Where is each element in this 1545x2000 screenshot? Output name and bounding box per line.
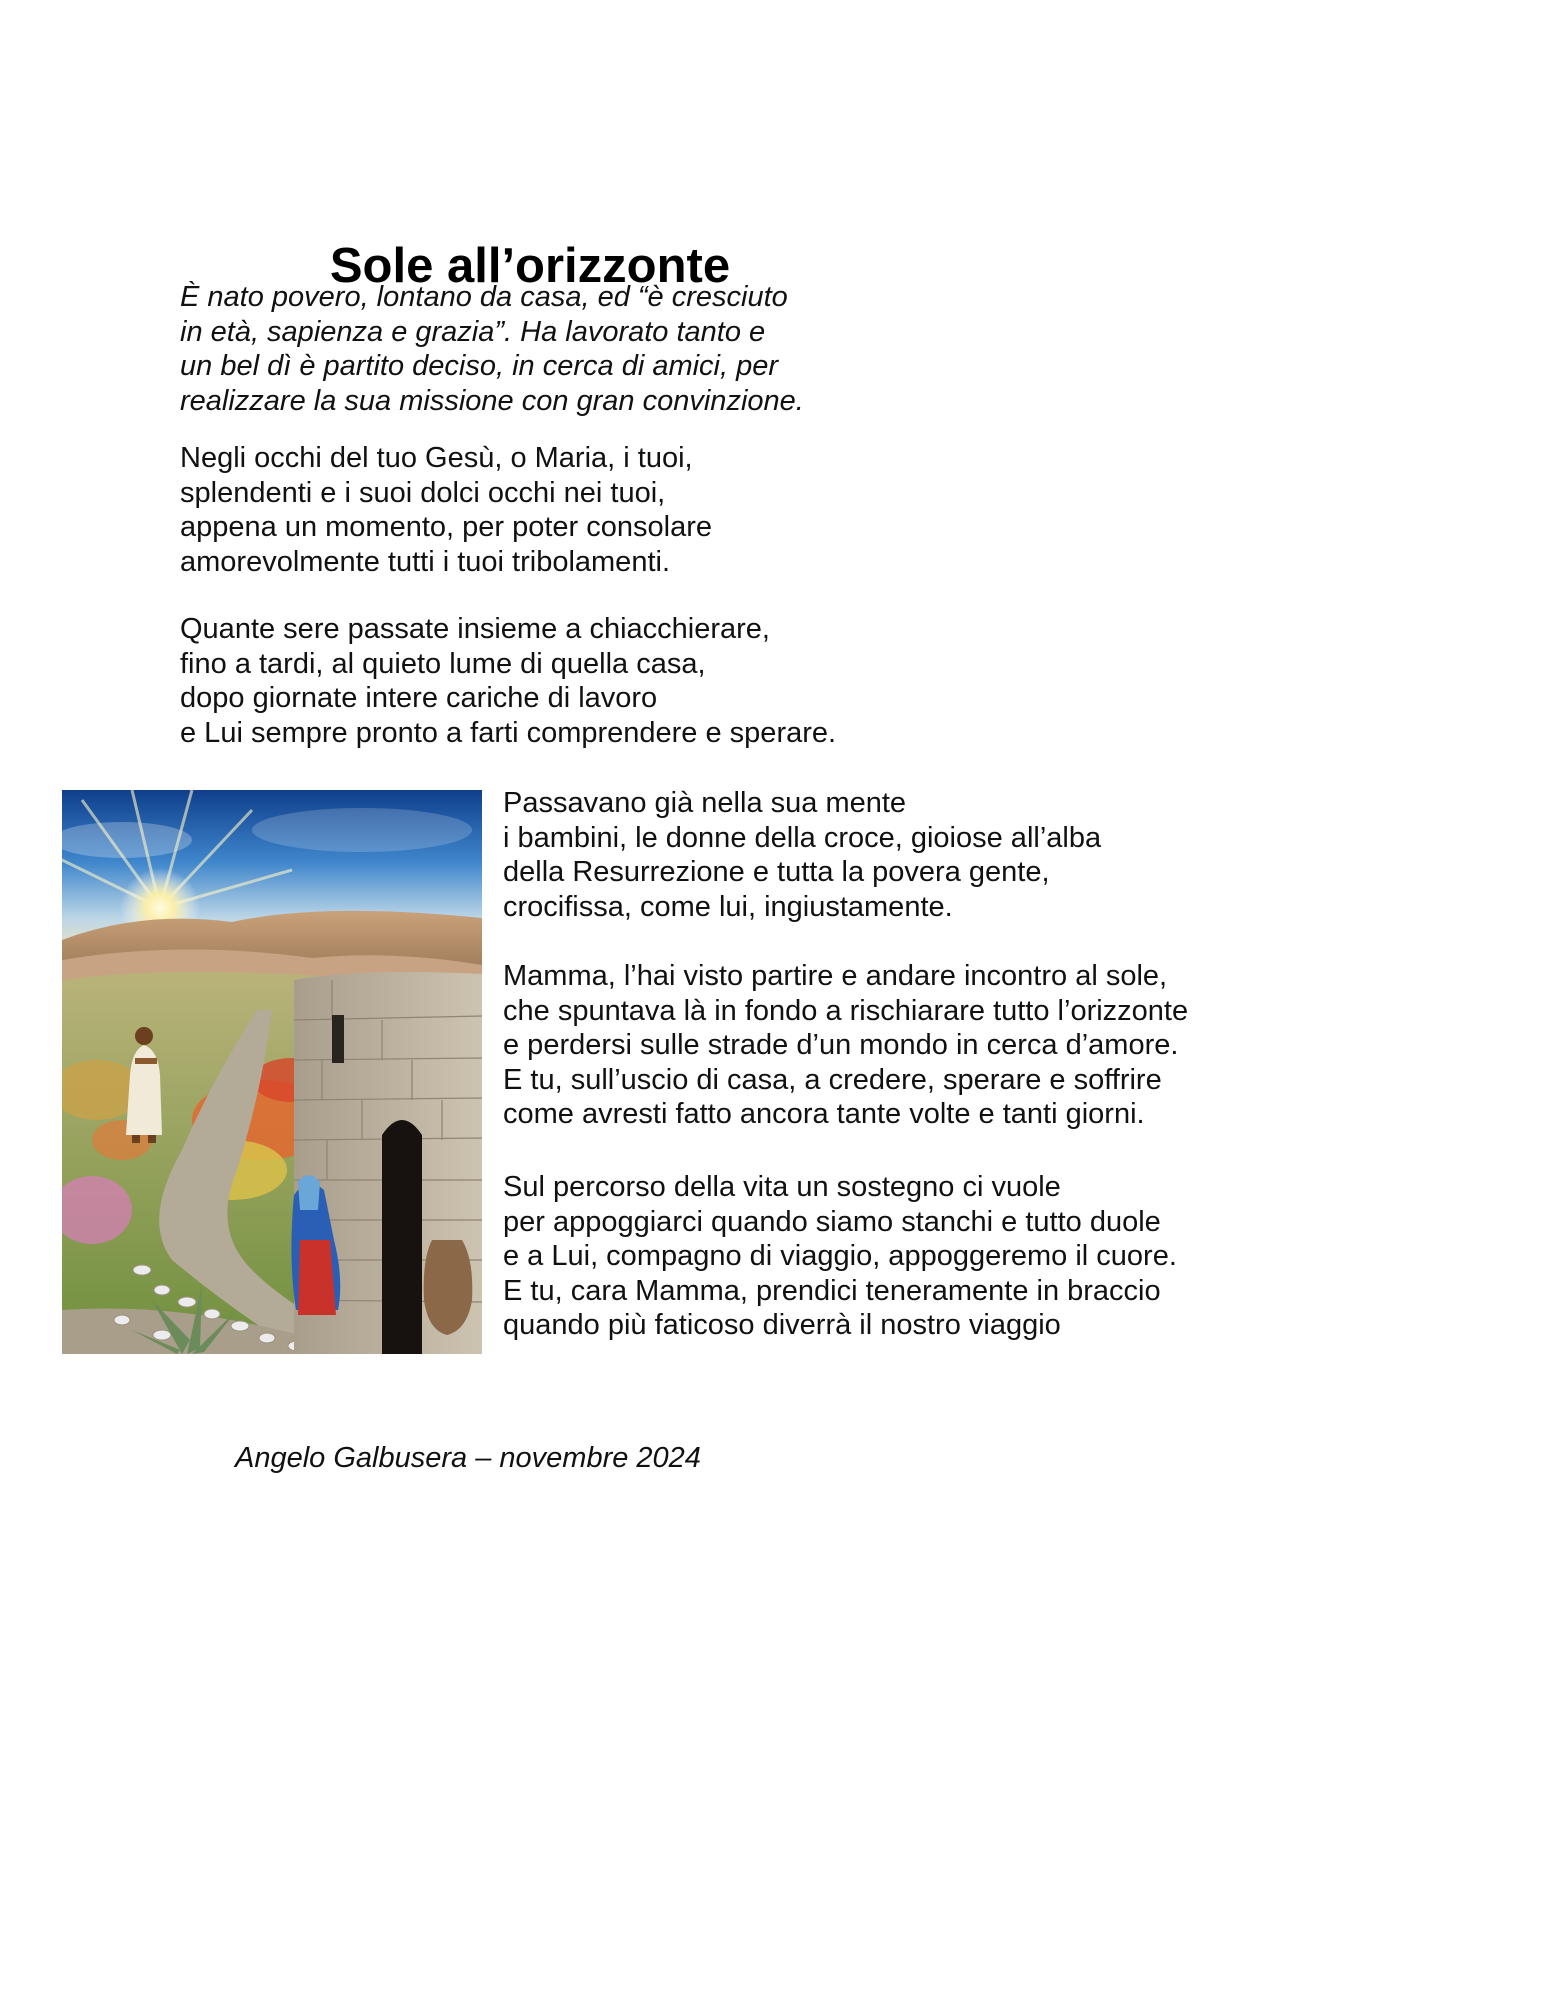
verse-line: dopo giornate intere cariche di lavoro [180, 682, 658, 715]
verse-line: Passavano già nella sua mente [503, 787, 907, 819]
stanza-5 [503, 1170, 1177, 1343]
verse-line: Quante sere passate insieme a chiacchierare, [180, 613, 770, 645]
verse-line: appena un momento, per poter consolare [180, 511, 713, 544]
verse-line: che spuntava là in fondo a rischiarare tutto l’orizzonte [503, 994, 1189, 1027]
verse-line: È nato povero, lontano da casa, ed “è cresciuto [180, 281, 788, 313]
verse-line: E tu, sull’uscio di casa, a credere, sperare e soffrire [503, 1063, 1162, 1096]
stanza-3 [503, 786, 1101, 924]
verse-line: e a Lui, compagno di viaggio, appoggeremo il cuore. [503, 1240, 1177, 1273]
stanza-2 [180, 612, 836, 750]
verse-line: fino a tardi, al quieto lume di quella casa, [180, 647, 706, 680]
stanza-1 [180, 441, 712, 579]
verse-line: quando più faticoso diverrà il nostro viaggio [503, 1309, 1061, 1342]
poem-title: Sole all’orizzonte [329, 238, 731, 293]
verse-line: per appoggiarci quando siamo stanchi e tutto duole [503, 1205, 1161, 1238]
house-window [332, 1015, 344, 1063]
verse-line: Sul percorso della vita un sostegno ci vuole [503, 1171, 1061, 1203]
intro-stanza [180, 280, 804, 418]
verse-line: crocifissa, come lui, ingiustamente. [503, 890, 953, 923]
verse-line: Negli occhi del tuo Gesù, o Maria, i tuoi, [180, 442, 693, 474]
verse-line: E tu, cara Mamma, prendici teneramente in braccio [503, 1274, 1161, 1307]
verse-line: realizzare la sua missione con gran convinzione. [180, 384, 804, 417]
author-signature: Angelo Galbusera – novembre 2024 [235, 1442, 701, 1474]
house-doorway [382, 1120, 422, 1354]
clay-jar [424, 1240, 473, 1335]
verse-line: e perdersi sulle strade d’un mondo in cerca d’amore. [503, 1029, 1179, 1062]
cloud [252, 808, 472, 852]
verse-line: Mamma, l’hai visto partire e andare incontro al sole, [503, 960, 1168, 992]
verse-line: un bel dì è partito deciso, in cerca di amici, per [180, 350, 779, 383]
verse-line: in età, sapienza e grazia”. Ha lavorato tanto e [180, 315, 766, 348]
verse-line: amorevolmente tutti i tuoi tribolamenti. [180, 545, 670, 578]
verse-line: i bambini, le donne della croce, gioiose all’alba [503, 821, 1102, 854]
stanza-4 [503, 959, 1188, 1132]
illustration-jesus-leaving-home [62, 790, 482, 1354]
verse-line: della Resurrezione e tutta la povera gente, [503, 856, 1050, 889]
verse-line: splendenti e i suoi dolci occhi nei tuoi, [180, 476, 666, 509]
verse-line: come avresti fatto ancora tante volte e tanti giorni. [503, 1098, 1145, 1131]
verse-line: e Lui sempre pronto a farti comprendere e sperare. [180, 716, 837, 749]
